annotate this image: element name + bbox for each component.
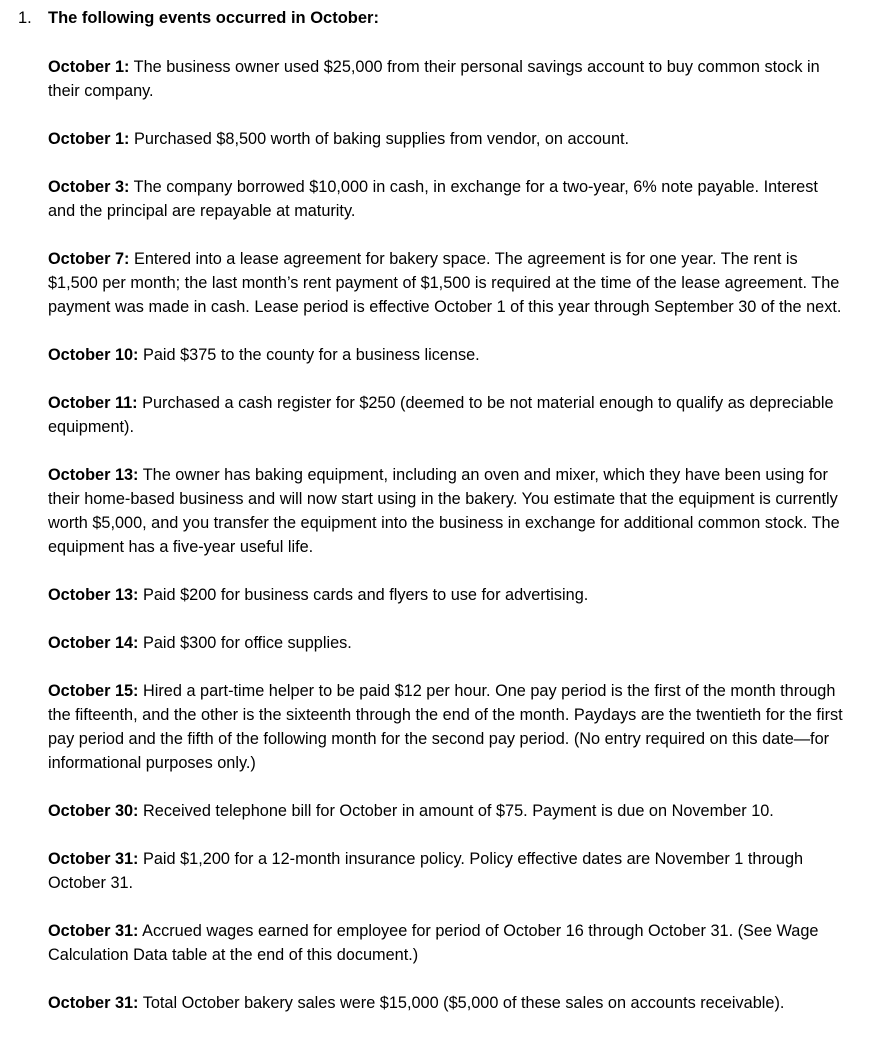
event-item	[48, 799, 848, 823]
event-date: October 31:	[48, 922, 139, 940]
event-text: Paid $375 to the county for a business license.	[143, 346, 480, 364]
event-date: October 11:	[48, 394, 138, 412]
event-text: The business owner used $25,000 from their personal savings account to buy common stock in their company.	[48, 58, 820, 100]
event-text: Paid $1,200 for a 12-month insurance policy. Policy effective dates are November 1 through October 31.	[48, 850, 804, 892]
event-text: Entered into a lease agreement for bakery space. The agreement is for one year. The rent is $1,500 per month; the last month’s rent payment of $1,500 is required at the time of the lease agreement. The payment was made in cash. Lease period is effective October 1 of this year through September 30 of the next.	[48, 250, 842, 316]
event-text: The company borrowed $10,000 in cash, in exchange for a two-year, 6% note payable. Interest and the principal are repayable at maturity.	[48, 178, 818, 220]
event-item	[48, 847, 848, 895]
event-text: Total October bakery sales were $15,000 ($5,000 of these sales on accounts receivable).	[142, 994, 785, 1012]
event-text: Purchased a cash register for $250 (deemed to be not material enough to qualify as depreciable equipment).	[48, 394, 834, 436]
question-heading	[18, 7, 379, 29]
event-date: October 13:	[48, 586, 139, 604]
event-item	[48, 919, 848, 967]
question-number: 1.	[18, 9, 32, 27]
event-date: October 15:	[48, 682, 139, 700]
question-title: The following events occurred in October:	[48, 9, 379, 27]
event-text: Accrued wages earned for employee for period of October 16 through October 31. (See Wage Calculation Data table at the end of this document.)	[48, 922, 819, 964]
event-date: October 30:	[48, 802, 139, 820]
event-item	[48, 583, 848, 607]
event-item	[48, 127, 848, 151]
event-list	[48, 55, 848, 1039]
event-text: Received telephone bill for October in amount of $75. Payment is due on November 10.	[143, 802, 774, 820]
event-item	[48, 991, 848, 1015]
event-date: October 13:	[48, 466, 139, 484]
event-text: Paid $300 for office supplies.	[143, 634, 352, 652]
event-text: Purchased $8,500 worth of baking supplies from vendor, on account.	[133, 130, 630, 148]
event-item	[48, 463, 848, 559]
event-date: October 14:	[48, 634, 139, 652]
event-date: October 7:	[48, 250, 130, 268]
event-date: October 1:	[48, 130, 130, 148]
event-text: Hired a part-time helper to be paid $12 per hour. One pay period is the first of the month through the fifteenth, and the other is the sixteenth through the end of the month. Paydays are the twentieth for the first pay period and the fifth of the following month for the second pay period. (No entry required on this date—for informational purposes only.)	[48, 682, 843, 772]
event-item	[48, 391, 848, 439]
event-date: October 10:	[48, 346, 139, 364]
event-item	[48, 55, 848, 103]
event-item	[48, 343, 848, 367]
event-text: The owner has baking equipment, including an oven and mixer, which they have been using for their home-based business and will now start using in the bakery. You estimate that the equipment is currently worth $5,000, and you transfer the equipment into the business in exchange for additional common stock. The equipment has a five-year useful life.	[48, 466, 840, 556]
event-date: October 31:	[48, 994, 139, 1012]
event-date: October 1:	[48, 58, 130, 76]
event-item	[48, 175, 848, 223]
event-date: October 3:	[48, 178, 130, 196]
event-date: October 31:	[48, 850, 139, 868]
event-text: Paid $200 for business cards and flyers to use for advertising.	[143, 586, 589, 604]
event-item	[48, 679, 848, 775]
event-item	[48, 247, 848, 319]
event-item	[48, 631, 848, 655]
